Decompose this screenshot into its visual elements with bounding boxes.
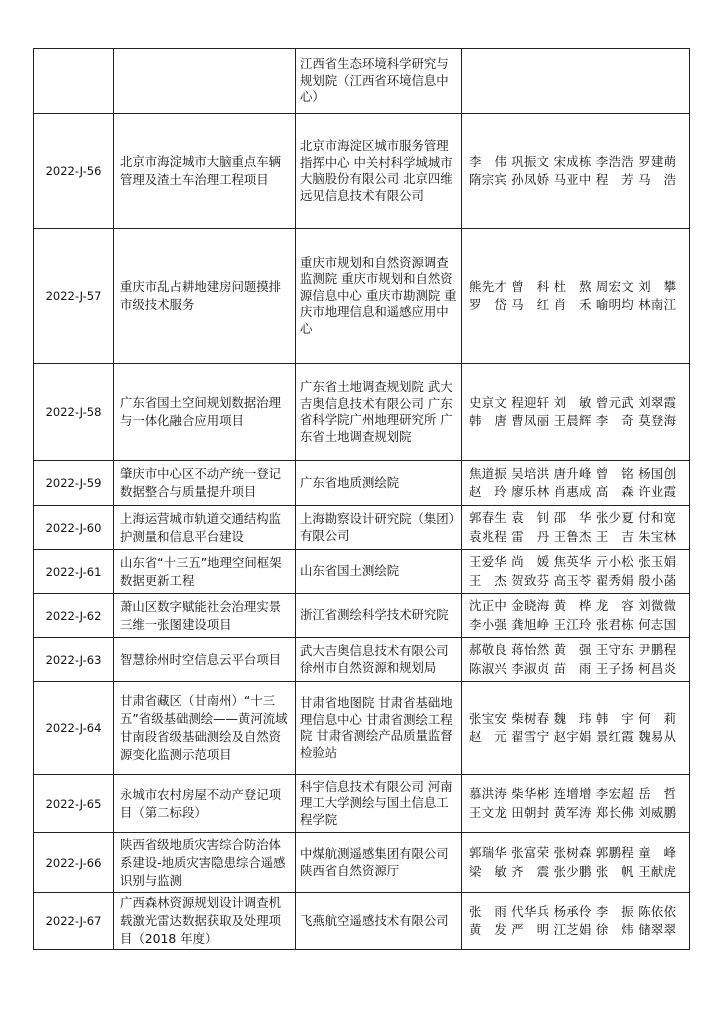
project-code: 2022-J-65 bbox=[34, 775, 114, 832]
completing-units: 浙江省测绘科学技术研究院 bbox=[296, 594, 462, 637]
table-row bbox=[34, 638, 690, 682]
project-code: 2022-J-59 bbox=[34, 461, 114, 505]
personnel-list bbox=[462, 682, 690, 774]
project-code: 2022-J-62 bbox=[34, 594, 114, 637]
personnel-line: 赵 玲 廖乐林 肖惠成 高 森 许业霞 bbox=[469, 484, 677, 499]
table-row bbox=[34, 833, 690, 893]
personnel-list bbox=[462, 775, 690, 832]
personnel-list bbox=[462, 49, 690, 113]
personnel-list bbox=[462, 893, 690, 949]
personnel-line: 韩 唐 曹凤丽 王晨辉 李 奇 莫登海 bbox=[469, 413, 677, 428]
personnel-line: 郭春生 袁 钊 邵 华 张少夏 付和宽 bbox=[469, 510, 677, 525]
personnel-line: 张 雨 代华兵 杨承伶 李 振 陈依依 bbox=[469, 903, 677, 919]
personnel-line: 罗 岱 马 红 肖 禾 喻明均 林南江 bbox=[469, 297, 677, 312]
table-row bbox=[34, 550, 690, 594]
completing-units: 武大吉奥信息技术有限公司 徐州市自然资源和规划局 bbox=[296, 638, 462, 681]
completing-units: 飞燕航空遥感技术有限公司 bbox=[296, 893, 462, 949]
personnel-list bbox=[462, 550, 690, 593]
personnel-line: 李 伟 巩振文 宋成栋 李浩浩 罗建萌 bbox=[469, 153, 677, 169]
project-code bbox=[34, 49, 114, 113]
table-row bbox=[34, 229, 690, 364]
completing-units: 重庆市规划和自然资源调查监测院 重庆市规划和自然资源信息中心 重庆市勘测院 重庆市地理信息和遥感应用中心 bbox=[296, 229, 462, 363]
table-row bbox=[34, 594, 690, 638]
personnel-list bbox=[462, 833, 690, 892]
project-name: 肇庆市中心区不动产统一登记数据整合与质量提升项目 bbox=[114, 461, 296, 505]
project-name: 智慧徐州时空信息云平台项目 bbox=[114, 638, 296, 681]
completing-units: 广东省土地调查规划院 武大吉奥信息技术有限公司 广东省科学院广州地理研究所 广东省土地调查规划院 bbox=[296, 364, 462, 460]
table-row bbox=[34, 114, 690, 229]
personnel-line: 黄 发 严 明 江芝娟 徐 炜 储翠翠 bbox=[469, 922, 677, 937]
completing-units: 甘肃省地图院 甘肃省基础地理信息中心 甘肃省测绘工程院 甘肃省测绘产品质量监督检验站 bbox=[296, 682, 462, 774]
personnel-line: 慕洪涛 柴华彬 连增增 李宏超 岳 哲 bbox=[469, 786, 677, 801]
completing-units: 上海勘察设计研究院（集团）有限公司 bbox=[296, 506, 462, 549]
project-name: 广东省国土空间规划数据治理与一体化融合应用项目 bbox=[114, 364, 296, 460]
personnel-line: 赵 元 翟雪宁 赵宇娟 景红霞 魏易从 bbox=[469, 729, 677, 744]
personnel-line: 郭瑞华 张富荣 张树森 郭鹏程 童 峰 bbox=[469, 845, 677, 860]
table-row bbox=[34, 893, 690, 950]
completing-units: 广东省地质测绘院 bbox=[296, 461, 462, 505]
project-name: 北京市海淀城市大脑重点车辆管理及渣土车治理工程项目 bbox=[114, 114, 296, 228]
personnel-line: 袁兆程 雷 丹 王鲁杰 王 吉 朱宝林 bbox=[469, 528, 677, 544]
project-code: 2022-J-66 bbox=[34, 833, 114, 892]
project-name: 上海运营城市轨道交通结构监护测量和信息平台建设 bbox=[114, 506, 296, 549]
table-row bbox=[34, 506, 690, 550]
project-code: 2022-J-56 bbox=[34, 114, 114, 228]
personnel-line: 郝敬良 蒋怡然 黄 强 王守东 尹鹏程 bbox=[469, 642, 677, 657]
personnel-line: 梁 敏 齐 震 张少鹏 张 帆 王献虎 bbox=[469, 863, 677, 879]
project-name: 萧山区数字赋能社会治理实景三维一张图建设项目 bbox=[114, 594, 296, 637]
personnel-list bbox=[462, 638, 690, 681]
personnel-line: 王 杰 贺致芬 高玉苓 翟秀娟 殷小菡 bbox=[469, 572, 677, 588]
personnel-line: 陈淑兴 李淑贞 苗 雨 王子扬 柯昌炎 bbox=[469, 660, 677, 676]
personnel-line: 张宝安 柴树春 魏 玮 韩 宇 何 莉 bbox=[469, 710, 677, 726]
completing-units: 江西省生态环境科学研究与规划院（江西省环境信息中心） bbox=[296, 49, 462, 113]
personnel-line: 王文龙 田朝封 黄军涛 郑长佛 刘威鹏 bbox=[469, 804, 677, 820]
awards-table bbox=[33, 48, 690, 950]
personnel-list bbox=[462, 506, 690, 549]
personnel-list bbox=[462, 364, 690, 460]
personnel-list bbox=[462, 229, 690, 363]
completing-units: 科宇信息技术有限公司 河南理工大学测绘与国土信息工程学院 bbox=[296, 775, 462, 832]
personnel-list bbox=[462, 594, 690, 637]
personnel-line: 隋宗宾 孙凤娇 马亚中 程 芳 马 浩 bbox=[469, 172, 677, 187]
personnel-line: 熊先才 曾 科 杜 熬 周宏文 刘 攀 bbox=[469, 278, 677, 294]
table-row bbox=[34, 461, 690, 506]
project-code: 2022-J-64 bbox=[34, 682, 114, 774]
project-name: 山东省“十三五”地理空间框架数据更新工程 bbox=[114, 550, 296, 593]
table-row bbox=[34, 364, 690, 461]
project-code: 2022-J-60 bbox=[34, 506, 114, 549]
project-code: 2022-J-67 bbox=[34, 893, 114, 949]
project-code: 2022-J-58 bbox=[34, 364, 114, 460]
personnel-line: 王爱华 尚 媛 焦英华 亓小松 张玉娟 bbox=[469, 554, 677, 569]
project-name bbox=[114, 49, 296, 113]
table-row bbox=[34, 682, 690, 775]
personnel-line: 史京文 程迎轩 刘 敏 曾元武 刘翠霞 bbox=[469, 394, 677, 410]
personnel-line: 李小强 龚旭峥 王江玲 张君栋 何志国 bbox=[469, 616, 677, 632]
project-code: 2022-J-63 bbox=[34, 638, 114, 681]
personnel-list bbox=[462, 114, 690, 228]
personnel-line: 焦道振 吴培洪 唐升峰 曾 铭 杨国创 bbox=[469, 465, 677, 481]
project-name: 甘肃省藏区（甘南州）“十三五”省级基础测绘——黄河流域甘南段省级基础测绘及自然资源变化监测示范项目 bbox=[114, 682, 296, 774]
personnel-list bbox=[462, 461, 690, 505]
completing-units: 中煤航测遥感集团有限公司 陕西省自然资源厅 bbox=[296, 833, 462, 892]
project-name: 陕西省级地质灾害综合防治体系建设-地质灾害隐患综合遥感识别与监测 bbox=[114, 833, 296, 892]
project-code: 2022-J-57 bbox=[34, 229, 114, 363]
personnel-line: 沈正中 金晓海 黄 桦 龙 容 刘微微 bbox=[469, 598, 677, 613]
project-name: 重庆市乱占耕地建房问题摸排市级技术服务 bbox=[114, 229, 296, 363]
project-name: 永城市农村房屋不动产登记项目（第二标段） bbox=[114, 775, 296, 832]
project-name: 广西森林资源规划设计调查机载激光雷达数据获取及处理项目（2018 年度） bbox=[114, 893, 296, 949]
table-row bbox=[34, 49, 690, 114]
completing-units: 山东省国土测绘院 bbox=[296, 550, 462, 593]
table-row bbox=[34, 775, 690, 833]
completing-units: 北京市海淀区城市服务管理指挥中心 中关村科学城城市大脑股份有限公司 北京四维远见信息技术有限公司 bbox=[296, 114, 462, 228]
project-code: 2022-J-61 bbox=[34, 550, 114, 593]
